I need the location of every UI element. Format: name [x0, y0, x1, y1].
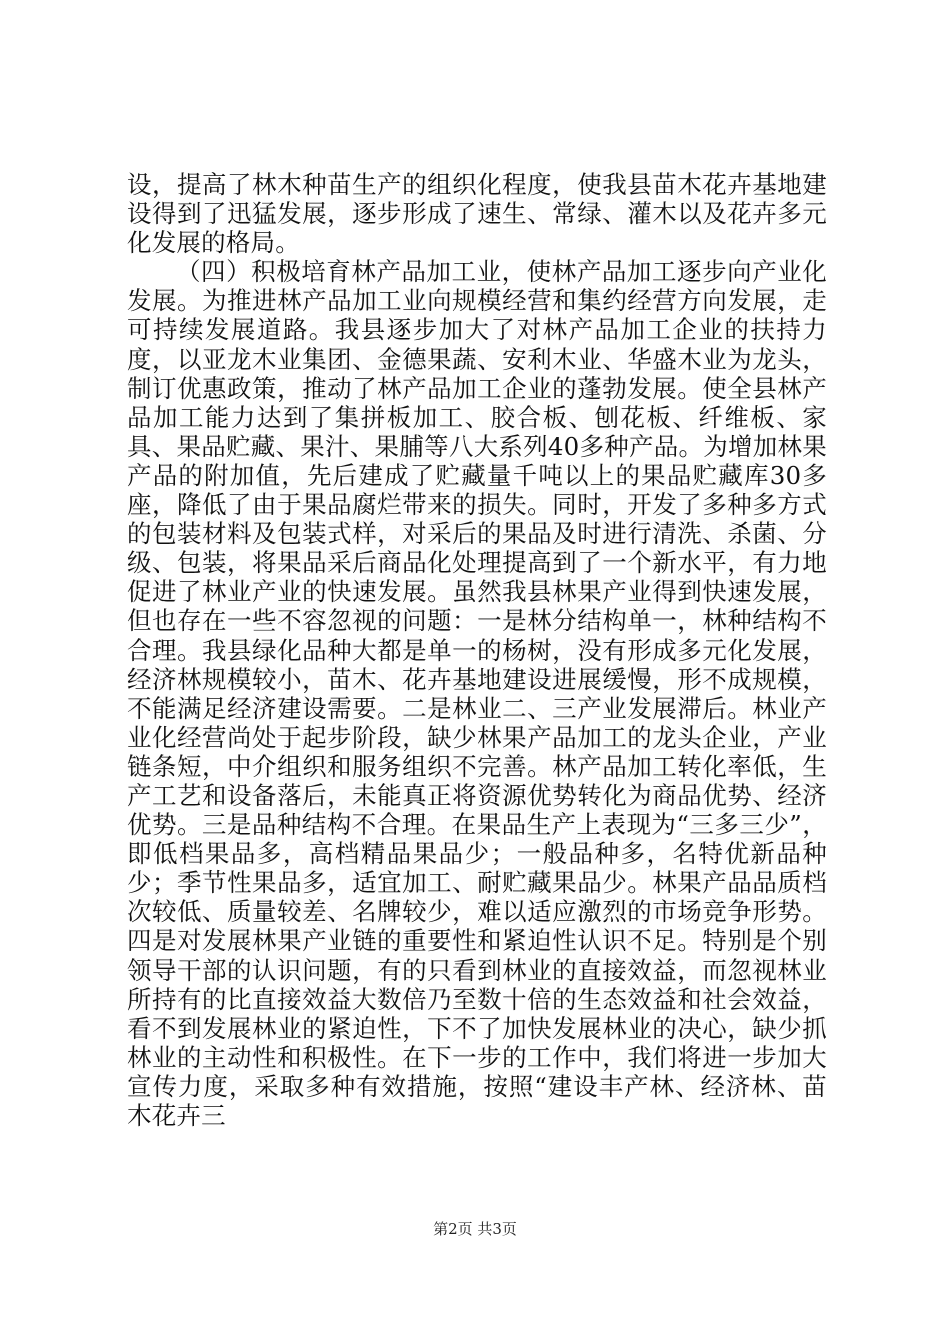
- paragraph-continuation: 设，提高了林木种苗生产的组织化程度，使我县苗木花卉基地建设得到了迅猛发展，逐步形成了速生、常绿、灌木以及花卉多元化发展的格局。: [127, 170, 827, 258]
- document-body: [127, 170, 827, 1130]
- page-footer: 第2页 共3页: [433, 1220, 517, 1238]
- paragraph-section-four: （四）积极培育林产品加工业，使林产品加工逐步向产业化发展。为推进林产品加工业向规模经营和集约经营方向发展，走可持续发展道路。我县逐步加大了对林产品加工企业的扶持力度，以亚龙木业集团、金德果蔬、安利木业、华盛木业为龙头，制订优惠政策，推动了林产品加工企业的蓬勃发展。使全县林产品加工能力达到了集拼板加工、胶合板、刨花板、纤维板、家具、果品贮藏、果汁、果脯等八大系列40多种产品。为增加林果产品的附加值，先后建成了贮藏量千吨以上的果品贮藏库30多座，降低了由于果品腐烂带来的损失。同时，开发了多种多方式的包装材料及包装式样，对采后的果品及时进行清洗、杀菌、分级、包装，将果品采后商品化处理提高到了一个新水平，有力地促进了林业产业的快速发展。虽然我县林果产业得到快速发展，但也存在一些不容忽视的问题：一是林分结构单一，林种结构不合理。我县绿化品种大都是单一的杨树，没有形成多元化发展，经济林规模较小，苗木、花卉基地建设进展缓慢，形不成规模，不能满足经济建设需要。二是林业二、三产业发展滞后。林业产业化经营尚处于起步阶段，缺少林果产品加工的龙头企业，产业链条短，中介组织和服务组织不完善。林产品加工转化率低，生产工艺和设备落后，未能真正将资源优势转化为商品优势、经济优势。三是品种结构不合理。在果品生产上表现为“三多三少”，即低档果品多，高档精品果品少；一般品种多，名特优新品种少；季节性果品多，适宜加工、耐贮藏果品少。林果产品品质档次较低、质量较差、名牌较少，难以适应激烈的市场竞争形势。四是对发展林果产业链的重要性和紧迫性认识不足。特别是个别领导干部的认识问题，有的只看到林业的直接效益，而忽视林业所持有的比直接效益大数倍乃至数十倍的生态效益和社会效益，看不到发展林业的紧迫性，下不了加快发展林业的决心，缺少抓林业的主动性和积极性。在下一步的工作中，我们将进一步加大宣传力度，采取多种有效措施，按照“建设丰产林、经济林、苗木花卉三: [127, 257, 827, 1130]
